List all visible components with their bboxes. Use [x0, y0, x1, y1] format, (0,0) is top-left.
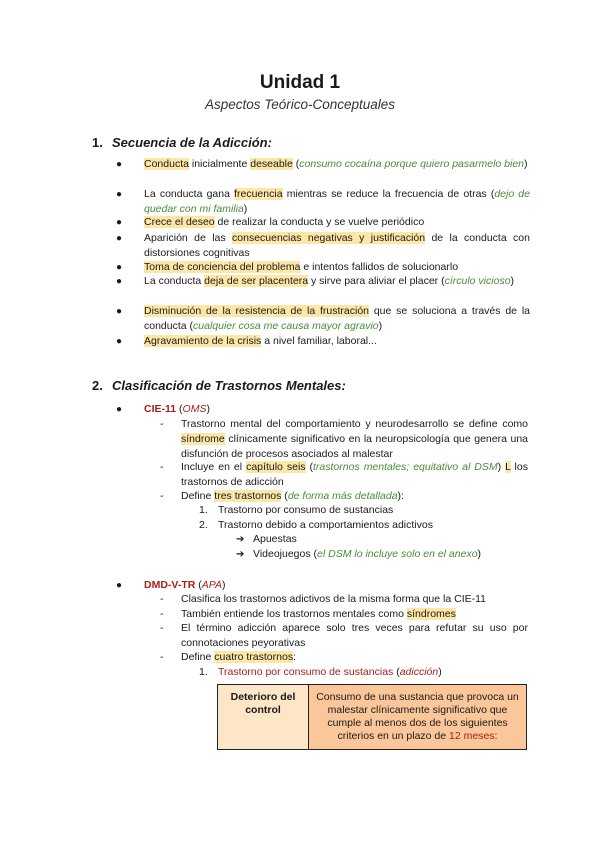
- item-number: 1.: [199, 666, 208, 678]
- text-run: Define: [181, 490, 215, 502]
- section-2-title: Clasificación de Trastornos Mentales:: [112, 378, 346, 393]
- list-item-text: [144, 260, 530, 275]
- text-run: :: [293, 651, 296, 663]
- text-run: Trastorno mental del comportamiento y neurodesarrollo se define como: [181, 418, 528, 430]
- list-item: [116, 274, 530, 289]
- text-run: Define: [181, 651, 215, 663]
- bullet-icon: ●: [116, 262, 123, 273]
- text-run: (: [195, 579, 202, 591]
- cie-11-item: [116, 402, 530, 417]
- dsm-item: [116, 578, 530, 593]
- list-item: [160, 607, 528, 622]
- numbered-item: [199, 503, 393, 518]
- list-item: [116, 157, 530, 172]
- highlighted-text: tres trastornos: [214, 490, 282, 502]
- text-run: trastornos mentales; equitativo al DSM: [313, 461, 498, 473]
- section-2-number: 2.: [92, 378, 103, 393]
- page-title: Unidad 1: [259, 72, 341, 93]
- cie-11-heading: [144, 402, 530, 417]
- bullet-icon: ●: [116, 233, 123, 244]
- text-run: de forma más detallada: [287, 490, 398, 502]
- highlighted-text: capítulo seis: [246, 461, 306, 473]
- list-item: [160, 489, 528, 504]
- text-run: de la conducta con distorsiones cognitivas: [144, 232, 530, 259]
- text-run: ): [524, 158, 528, 170]
- dash-icon: -: [160, 490, 164, 502]
- text-run: La conducta gana: [144, 188, 235, 200]
- highlighted-text: síndrome: [181, 433, 225, 445]
- text-run: que se soluciona a través de la conducta (: [144, 305, 530, 332]
- table-cell-label: Deterioro del control: [218, 685, 309, 750]
- list-item-text: [181, 460, 528, 490]
- list-item-text: [144, 215, 530, 230]
- text-run: :: [494, 730, 498, 742]
- text-run: e intentos fallidos de solucionarlo: [300, 261, 459, 273]
- text-run: (: [176, 403, 183, 415]
- list-item: [116, 260, 530, 275]
- bullet-icon: ●: [116, 189, 123, 200]
- text-run: Aparición de las: [144, 232, 233, 244]
- text-run: ): [206, 403, 210, 415]
- bullet-icon: ●: [116, 159, 123, 170]
- arrow-item: [236, 547, 481, 562]
- numbered-item: [199, 518, 433, 533]
- highlighted-text: Disminución de la resistencia de la frustración: [144, 305, 370, 317]
- text-run: ):: [397, 490, 404, 502]
- item-text: [218, 666, 442, 678]
- item-text: Trastorno por consumo de sustancias: [218, 504, 394, 516]
- text-run: Apuestas: [253, 533, 297, 545]
- list-item-text: [181, 489, 528, 504]
- text-run: y sirve para aliviar el placer (: [308, 275, 445, 287]
- list-item: [160, 592, 528, 607]
- list-item: [116, 334, 530, 349]
- dash-icon: -: [160, 622, 164, 634]
- item-text: [253, 548, 481, 560]
- bullet-icon: ●: [116, 336, 123, 347]
- dash-icon: -: [160, 461, 164, 473]
- bullet-icon: ●: [116, 276, 123, 287]
- list-item-text: [144, 274, 530, 289]
- text-run: CIE-11: [144, 403, 177, 415]
- text-run: ): [438, 666, 442, 678]
- dash-icon: -: [160, 418, 164, 430]
- highlighted-text: deja de ser placentera: [204, 275, 309, 287]
- item-text: [253, 533, 297, 545]
- text-run: (: [292, 158, 300, 170]
- section-1-title: Secuencia de la Adicción:: [112, 135, 272, 150]
- arrow-right-icon: ➔: [236, 534, 245, 545]
- table-row: [218, 685, 527, 750]
- dash-icon: -: [160, 608, 164, 620]
- list-item: [116, 304, 530, 334]
- text-run: También entiende los trastornos mentales como: [181, 608, 407, 620]
- list-item-text: [181, 607, 528, 622]
- text-run: 12 meses: [449, 730, 495, 742]
- text-run: (: [393, 666, 400, 678]
- list-item-text: [144, 157, 530, 172]
- text-run: ): [243, 203, 248, 215]
- table-cell-description: [309, 685, 527, 750]
- item-number: 1.: [199, 504, 208, 516]
- bullet-icon: ●: [116, 217, 123, 228]
- list-item-text: [181, 592, 528, 607]
- list-item-text: [144, 334, 530, 349]
- list-item-text: [144, 304, 530, 334]
- text-run: Incluye en el: [181, 461, 247, 473]
- text-run: consumo cocaína porque quiero pasarmelo bien: [299, 158, 525, 170]
- list-item-text: [181, 621, 528, 651]
- section-1-heading: [92, 135, 272, 150]
- dash-icon: -: [160, 593, 164, 605]
- text-run: OMS: [182, 403, 207, 415]
- list-item-text: [144, 187, 530, 217]
- numbered-item: [199, 665, 442, 680]
- text-run: El término adicción aparece solo tres veces para refutar su uso por connotaciones peyorativas: [181, 622, 528, 649]
- highlighted-text: L: [505, 461, 511, 473]
- text-run: de realizar la conducta y se vuelve periódico: [214, 216, 425, 228]
- highlighted-text: Crece el deseo: [144, 216, 215, 228]
- text-run: círculo vicioso: [444, 275, 511, 287]
- text-run: adicción: [399, 666, 439, 678]
- highlighted-text: deseable: [250, 158, 293, 170]
- text-run: Consumo de una sustancia que provoca un malestar clínicamente significativo que cumple al menos dos de los siguientes criterios en un plazo de: [316, 691, 519, 742]
- bullet-icon: ●: [116, 306, 123, 317]
- item-text: Trastorno debido a comportamientos adictivos: [218, 519, 433, 531]
- text-run: dejo de quedar con mi familia: [144, 188, 530, 215]
- arrow-item: [236, 532, 297, 547]
- bullet-icon: ●: [116, 404, 123, 415]
- list-item-text: [181, 417, 528, 462]
- text-run: (: [305, 461, 314, 473]
- text-run: DMD-V-TR: [144, 579, 196, 591]
- text-run: ): [221, 579, 226, 591]
- list-item: [160, 650, 528, 665]
- text-run: a nivel familiar, laboral...: [261, 335, 377, 347]
- list-item: [116, 187, 530, 217]
- bullet-icon: ●: [116, 580, 123, 591]
- text-run: ): [510, 275, 515, 287]
- highlighted-text: frecuencia: [234, 188, 283, 200]
- list-item-text: [144, 231, 530, 261]
- text-run: clínicamente significativo en la neuropsicología que genera una disfunción de procesos asociados al malestar: [181, 433, 528, 460]
- section-2-heading: [92, 378, 346, 393]
- text-run: ): [477, 548, 482, 560]
- list-item: [160, 460, 528, 490]
- text-run: (: [281, 490, 288, 502]
- text-run: el DSM lo incluye solo en el anexo: [317, 548, 478, 560]
- highlighted-text: Toma de conciencia del problema: [144, 261, 301, 273]
- text-run: ): [378, 320, 383, 332]
- criteria-table: [217, 684, 527, 750]
- page-subtitle: Aspectos Teórico-Conceptuales: [204, 97, 396, 112]
- dash-icon: -: [160, 651, 164, 663]
- dsm-heading: [144, 578, 530, 593]
- text-run: APA: [201, 579, 222, 591]
- highlighted-text: Agravamiento de la crisis: [144, 335, 262, 347]
- text-run: cualquier cosa me causa mayor agravio: [193, 320, 379, 332]
- text-run: Videojuegos (: [253, 548, 318, 560]
- highlighted-text: Conducta: [144, 158, 189, 170]
- text-run: La conducta: [144, 275, 205, 287]
- item-number: 2.: [199, 519, 208, 531]
- list-item-text: [181, 650, 528, 665]
- text-run: Trastorno por consumo de sustancias: [218, 666, 394, 678]
- highlighted-text: consecuencias negativas y justificación: [232, 232, 426, 244]
- text-run: Clasifica los trastornos adictivos de la misma forma que la CIE-11: [181, 593, 487, 605]
- section-1-number: 1.: [92, 135, 103, 150]
- list-item: [160, 621, 528, 651]
- list-item: [116, 231, 530, 261]
- list-item: [160, 417, 528, 462]
- highlighted-text: cuatro trastornos: [214, 651, 294, 663]
- text-run: los trastornos de adicción: [181, 461, 528, 488]
- text-run: inicialmente: [188, 158, 251, 170]
- arrow-right-icon: ➔: [236, 549, 245, 560]
- highlighted-text: síndromes: [406, 608, 456, 620]
- list-item: [116, 215, 530, 230]
- text-run: mientras se reduce la frecuencia de otras (: [282, 188, 495, 200]
- text-run: ): [497, 461, 506, 473]
